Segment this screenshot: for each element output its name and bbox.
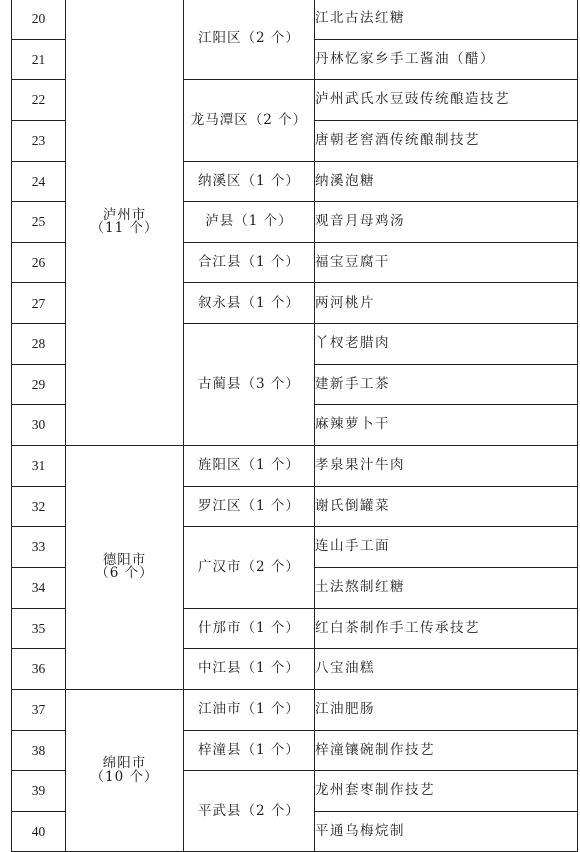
county-cell: 叙永县（1 个） (184, 283, 315, 324)
county-cell: 平武县（2 个） (184, 771, 315, 852)
row-number-cell: 25 (12, 202, 66, 243)
city-count: （11 个） (90, 220, 159, 237)
row-number-cell: 21 (12, 39, 66, 80)
product-name-cell: 观音月母鸡汤 (315, 202, 578, 243)
product-name-cell: 建新手工茶 (315, 364, 578, 405)
city-name: 德阳市 (102, 551, 147, 568)
row-number-cell: 32 (12, 486, 66, 527)
county-cell: 江阳区（2 个） (184, 0, 315, 80)
city-name: 泸州市 (102, 206, 147, 223)
product-name-cell: 江北古法红糖 (315, 0, 578, 39)
county-cell: 罗江区（1 个） (184, 486, 315, 527)
city-cell (66, 446, 184, 690)
county-cell: 什邡市（1 个） (184, 608, 315, 649)
row-number-cell: 27 (12, 283, 66, 324)
county-cell: 梓潼县（1 个） (184, 730, 315, 771)
product-name-cell: 谢氏倒罐菜 (315, 486, 578, 527)
row-number-cell: 26 (12, 242, 66, 283)
product-name-cell: 连山手工面 (315, 527, 578, 568)
row-number-cell: 37 (12, 689, 66, 730)
row-number-cell: 40 (12, 811, 66, 852)
product-name-cell: 纳溪泡糖 (315, 161, 578, 202)
product-name-cell: 丫杈老腊肉 (315, 324, 578, 365)
product-name-cell: 泸州武氏水豆豉传统酿造技艺 (315, 80, 578, 121)
table-row (12, 446, 578, 487)
row-number-cell: 39 (12, 771, 66, 812)
table-row (12, 689, 578, 730)
row-number-cell: 24 (12, 161, 66, 202)
table-body (12, 0, 578, 852)
product-name-cell: 龙州套枣制作技艺 (315, 771, 578, 812)
city-cell (66, 0, 184, 446)
county-cell: 泸县（1 个） (184, 202, 315, 243)
product-name-cell: 平通乌梅烷制 (315, 811, 578, 852)
product-list-table (11, 0, 578, 852)
product-name-cell: 福宝豆腐干 (315, 242, 578, 283)
row-number-cell: 31 (12, 446, 66, 487)
row-number-cell: 23 (12, 120, 66, 161)
county-cell: 江油市（1 个） (184, 689, 315, 730)
county-cell: 龙马潭区（2 个） (184, 80, 315, 161)
county-cell: 广汉市（2 个） (184, 527, 315, 608)
product-name-cell: 麻辣萝卜干 (315, 405, 578, 446)
row-number-cell: 22 (12, 80, 66, 121)
product-name-cell: 八宝油糕 (315, 649, 578, 690)
product-name-cell: 红白茶制作手工传承技艺 (315, 608, 578, 649)
product-name-cell: 梓潼镶碗制作技艺 (315, 730, 578, 771)
row-number-cell: 30 (12, 405, 66, 446)
table-row (12, 0, 578, 39)
city-name: 绵阳市 (102, 755, 147, 772)
product-name-cell: 土法熬制红糖 (315, 567, 578, 608)
row-number-cell: 28 (12, 324, 66, 365)
product-name-cell: 唐朝老窖酒传统酿制技艺 (315, 120, 578, 161)
row-number-cell: 38 (12, 730, 66, 771)
product-name-cell: 两河桃片 (315, 283, 578, 324)
city-count: （10 个） (90, 768, 159, 785)
product-name-cell: 孝泉果汁牛肉 (315, 446, 578, 487)
row-number-cell: 35 (12, 608, 66, 649)
product-name-cell: 丹林忆家乡手工酱油（醋） (315, 39, 578, 80)
county-cell: 旌阳区（1 个） (184, 446, 315, 487)
row-number-cell: 29 (12, 364, 66, 405)
county-cell: 纳溪区（1 个） (184, 161, 315, 202)
product-name-cell: 江油肥肠 (315, 689, 578, 730)
row-number-cell: 34 (12, 567, 66, 608)
county-cell: 合江县（1 个） (184, 242, 315, 283)
city-count: （6 个） (95, 565, 154, 582)
county-cell: 中江县（1 个） (184, 649, 315, 690)
county-cell: 古蔺县（3 个） (184, 324, 315, 446)
city-cell (66, 689, 184, 852)
row-number-cell: 20 (12, 0, 66, 39)
row-number-cell: 36 (12, 649, 66, 690)
row-number-cell: 33 (12, 527, 66, 568)
